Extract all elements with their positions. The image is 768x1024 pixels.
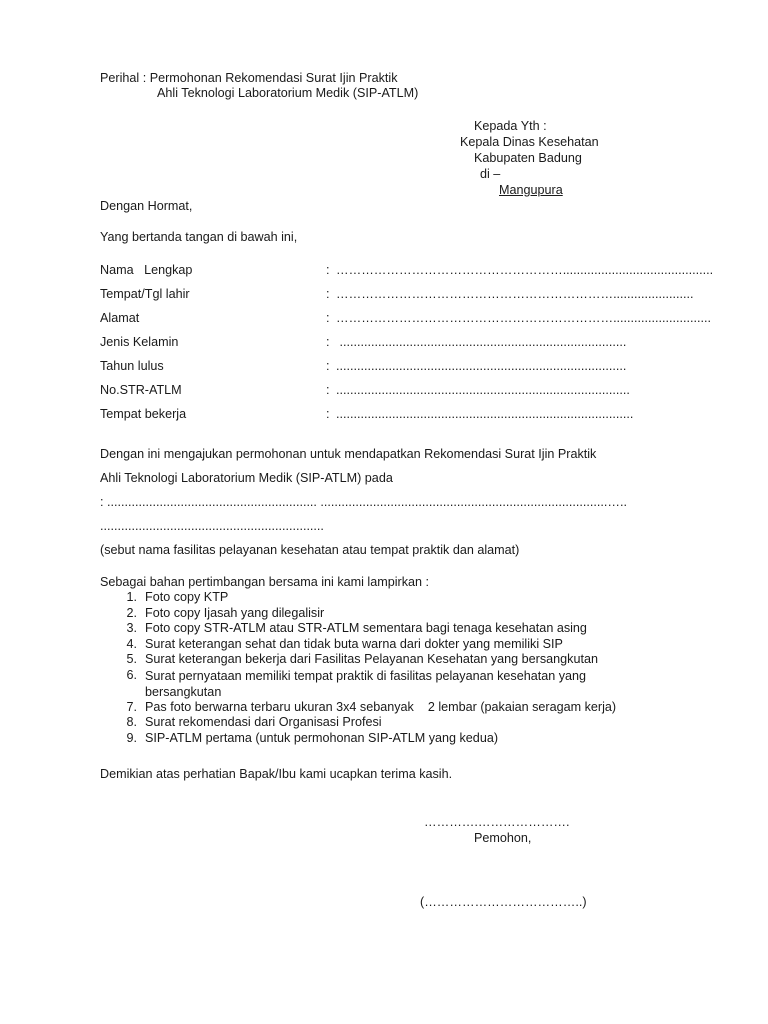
list-number: 8.: [126, 715, 137, 729]
field-label: Tempat bekerja: [100, 407, 187, 421]
applicant-label: Pemohon,: [474, 831, 532, 845]
date-blank: ………….………………….: [424, 815, 570, 829]
list-item: [100, 652, 685, 668]
field-blank: ....................................................................................: [336, 383, 630, 397]
list-text: Foto copy KTP: [145, 590, 229, 604]
list-item: [100, 590, 685, 606]
list-item: [100, 637, 685, 653]
list-item: [100, 731, 685, 747]
field-label: No.STR-ATLM: [100, 383, 182, 397]
list-item: [100, 606, 685, 622]
recipient-place: Mangupura: [499, 183, 563, 197]
field-label: Jenis Kelamin: [100, 335, 179, 349]
facility-note: (sebut nama fasilitas pelayanan kesehatan atau tempat praktik dan alamat): [100, 543, 520, 557]
field-colon: :: [326, 287, 330, 301]
field-colon: :: [326, 263, 330, 277]
list-number: 1.: [126, 590, 137, 604]
greeting: Dengan Hormat,: [100, 199, 193, 213]
closing-text: Demikian atas perhatian Bapak/Ibu kami ucapkan terima kasih.: [100, 767, 453, 781]
list-item: [100, 700, 685, 716]
list-item: [100, 668, 685, 700]
field-colon: :: [326, 407, 330, 421]
attachments-list: [100, 590, 685, 746]
field-blank: ...................................................................................: [336, 359, 627, 373]
list-text: Foto copy STR-ATLM atau STR-ATLM sementara bagi tenaga kesehatan asing: [145, 621, 587, 635]
list-number: 5.: [126, 652, 137, 666]
request-line-2: Ahli Teknologi Laboratorium Medik (SIP-ATLM) pada: [100, 471, 393, 485]
field-colon: :: [326, 359, 330, 373]
list-number: 3.: [126, 621, 137, 635]
intro-text: Yang bertanda tangan di bawah ini,: [100, 230, 298, 244]
field-blank: .....................................................................................: [336, 407, 634, 421]
recipient-office: Kepala Dinas Kesehatan: [460, 135, 599, 149]
field-label: Nama Lengkap: [100, 263, 193, 277]
recipient-at: di –: [480, 167, 501, 181]
facility-blank-1: : ............................................................ ..................................................................................…..: [100, 495, 627, 509]
list-number: 9.: [126, 730, 137, 745]
recipient-to: Kepada Yth :: [474, 119, 547, 133]
list-text: Foto copy Ijasah yang dilegalisir: [145, 605, 325, 620]
attachments-intro: Sebagai bahan pertimbangan bersama ini kami lampirkan :: [100, 575, 430, 589]
recipient-regency: Kabupaten Badung: [474, 151, 582, 165]
request-line-1: Dengan ini mengajukan permohonan untuk mendapatkan Rekomendasi Surat Ijin Praktik: [100, 447, 597, 461]
applicant-name-blank: (………………………………..): [420, 895, 587, 909]
list-text: SIP-ATLM pertama (untuk permohonan SIP-ATLM yang kedua): [145, 730, 499, 745]
field-colon: :: [326, 383, 330, 397]
field-colon: :: [326, 335, 330, 349]
list-number: 2.: [126, 605, 137, 620]
field-label: Tahun lulus: [100, 359, 164, 373]
field-colon: :: [326, 311, 330, 325]
list-text: Surat pernyataan memiliki tempat praktik di fasilitas pelayanan kesehatan yang bersangkutan: [145, 668, 587, 699]
field-blank: ..................................................................................: [336, 335, 627, 349]
field-label: Tempat/Tgl lahir: [100, 287, 190, 301]
subject-line-2: Ahli Teknologi Laboratorium Medik (SIP-ATLM): [157, 86, 419, 100]
list-text: Surat rekomendasi dari Organisasi Profesi: [145, 715, 382, 729]
subject-line: Perihal : Permohonan Rekomendasi Surat Ijin Praktik: [100, 71, 398, 85]
field-blank: ………………………………………………………….......................: [336, 287, 694, 301]
list-text: Surat keterangan sehat dan tidak buta warna dari dokter yang memiliki SIP: [145, 636, 563, 651]
list-number: 6.: [126, 667, 137, 682]
list-item: [100, 715, 685, 731]
list-item: [100, 621, 685, 637]
list-number: 7.: [126, 699, 137, 714]
facility-blank-2: ................................................................: [100, 519, 324, 533]
field-blank: …………………………………………………………............................: [336, 311, 712, 325]
list-text: Pas foto berwarna terbaru ukuran 3x4 sebanyak 2 lembar (pakaian seragam kerja): [145, 699, 617, 714]
field-label: Alamat: [100, 311, 140, 325]
list-number: 4.: [126, 636, 137, 651]
list-text: Surat keterangan bekerja dari Fasilitas Pelayanan Kesehatan yang bersangkutan: [145, 652, 598, 666]
field-blank: ………………………………………………...........................................: [336, 263, 714, 277]
